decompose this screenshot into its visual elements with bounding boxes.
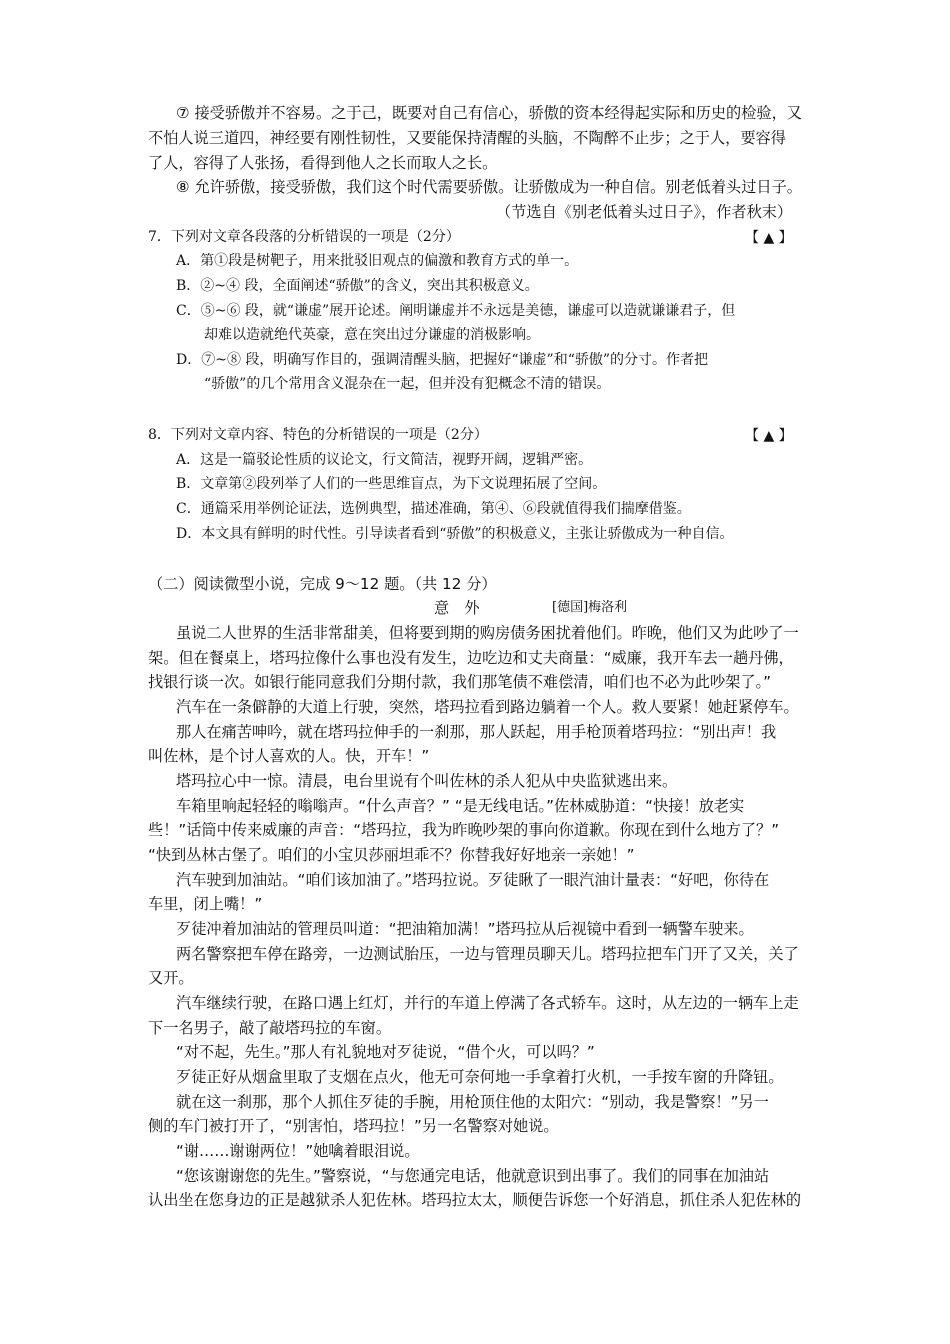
- story-line: 那人在痛苦呻吟，就在塔玛拉伸手的一刹那，那人跃起，用手枪顶着塔玛拉：“别出声！我: [176, 723, 777, 741]
- q7-option-b: B．②~④ 段，全面阐述“骄傲”的含义，突出其积极意义。: [176, 278, 539, 294]
- story-line: 虽说二人世界的生活非常甜美，但将要到期的购房债务困扰着他们。昨晚，他们又为此吵了一: [176, 624, 799, 642]
- section-2-heading: （二）阅读微型小说，完成 9～12 题。（共 12 分）: [148, 575, 497, 593]
- story-line: 歹徒正好从烟盒里取了支烟在点火，他无可奈何地一手拿着打火机，一手按车窗的升降钮。: [176, 1068, 784, 1086]
- story-title: 意 外: [434, 599, 480, 617]
- story-line: 叫佐林，是个讨人喜欢的人。快，开车！”: [148, 747, 430, 765]
- q7-option-c-line-1: C．⑤~⑥ 段，就“谦虚”展开论述。阐明谦虚并不永远是美德，谦虚可以造就谦谦君子，但: [176, 303, 736, 319]
- story-line: 歹徒冲着加油站的管理员叫道：“把油箱加满！”塔玛拉从后视镜中看到一辆警车驶来。: [176, 920, 754, 938]
- story-line: 下一名男子，敲了敲塔玛拉的车窗。: [148, 1019, 391, 1037]
- story-line: 车里，闭上嘴！”: [148, 895, 263, 913]
- story-line: 认出坐在您身边的正是越狱杀人犯佐林。塔玛拉太太，顺便告诉您一个好消息，抓住杀人犯佐林的: [148, 1191, 802, 1209]
- q7-option-d-line-1: D．⑦~⑧ 段，明确写作目的，强调清醒头脑，把握好“谦虚”和“骄傲”的分寸。作者把: [176, 352, 709, 368]
- story-line: “谢……谢谢两位！”她噙着眼泪说。: [176, 1142, 420, 1160]
- story-line: 汽车继续行驶，在路口遇上红灯，并行的车道上停满了各式轿车。这时，从左边的一辆车上走: [176, 994, 799, 1012]
- paragraph-8: ⑧ 允许骄傲，接受骄傲，我们这个时代需要骄傲。让骄傲成为一种自信。别老低着头过日子。: [176, 178, 802, 196]
- story-line: “您该谢谢您的先生。”警察说，“与您通完电话，他就意识到出事了。我们的同事在加油站: [176, 1167, 770, 1185]
- q8-stem: 8．下列对文章内容、特色的分析错误的一项是（2分）: [148, 427, 488, 443]
- paragraph-7-line-1: ⑦ 接受骄傲并不容易。之于己，既要对自己有信心，骄傲的资本经得起实际和历史的检验，又: [176, 104, 802, 122]
- story-line: 车箱里响起轻轻的嗡嗡声。“什么声音？” “是无线电话。”佐林威胁道：“快接！放老实: [176, 797, 745, 815]
- story-line: 就在这一刹那，那个人抓住歹徒的手腕，用枪顶住他的太阳穴：“别动，我是警察！”另一: [176, 1093, 769, 1111]
- q8-option-b: B．文章第②段列举了人们的一些思维盲点，为下文说理拓展了空间。: [176, 476, 607, 492]
- story-line: 架。但在餐桌上，塔玛拉像什么事也没有发生，边吃边和丈夫商量：“威廉，我开车去一趟丹佛，: [148, 649, 794, 667]
- story-line: 侧的车门被打开了，“别害怕，塔玛拉！”另一名警察对她说。: [148, 1117, 559, 1135]
- story-line: 两名警察把车停在路旁，一边测试胎压，一边与管理员聊天儿。塔玛拉把车门开了又关，关了: [176, 945, 799, 963]
- story-line: 又开。: [148, 969, 194, 987]
- q8-option-c: C．通篇采用举例论证法，选例典型，描述准确，第④、⑥段就值得我们揣摩借鉴。: [176, 501, 691, 517]
- q8-option-d: D．本文具有鲜明的时代性。引导读者看到“骄傲”的积极意义，主张让骄傲成为一种自信。: [176, 526, 734, 542]
- story-line: “快到丛林古堡了。咱们的小宝贝莎丽坦乖不？你替我好好地亲一亲她！”: [148, 846, 635, 864]
- q8-option-a: A．这是一篇驳论性质的议论文，行文简洁，视野开阔，逻辑严密。: [176, 452, 593, 468]
- q7-option-d-line-2: “骄傲”的几个常用含义混杂在一起，但并没有犯概念不清的错误。: [204, 376, 611, 392]
- q7-stem: 7．下列对文章各段落的分析错误的一项是（2分）: [148, 229, 460, 245]
- paragraph-7-line-2: 不怕人说三道四，神经要有刚性韧性，又要能保持清醒的头脑，不陶醉不止步；之于人，要容得: [148, 129, 786, 147]
- q7-option-a: A．第①段是树靶子，用来批驳旧观点的偏激和教育方式的单一。: [176, 253, 579, 269]
- story-line: 塔玛拉心中一惊。清晨，电台里说有个叫佐林的杀人犯从中央监狱逃出来。: [176, 772, 678, 790]
- source-note: （节选自《别老低着头过日子》，作者秋末）: [496, 203, 793, 221]
- story-line: 汽车驶到加油站。“咱们该加油了。”塔玛拉说。歹徒瞅了一眼汽油计量表：“好吧，你待在: [176, 871, 770, 889]
- q8-answer-mark: 【 ▲ 】: [745, 428, 793, 444]
- q7-option-c-line-2: 却难以造就绝代英豪，意在突出过分谦虚的消极影响。: [204, 327, 540, 343]
- story-line: 些！”话筒中传来威廉的声音：“塔玛拉，我为昨晚吵架的事向你道歉。你现在到什么地方了？”: [148, 821, 780, 839]
- story-line: 汽车在一条僻静的大道上行驶，突然，塔玛拉看到路边躺着一个人。救人要紧！她赶紧停车。: [176, 698, 799, 716]
- paragraph-7-line-3: 了人，容得了人张扬，看得到他人之长而取人之长。: [148, 154, 498, 172]
- story-author: [德国]梅洛利: [552, 600, 628, 615]
- q7-answer-mark: 【 ▲ 】: [745, 230, 793, 246]
- story-line: “对不起，先生。”那人有礼貌地对歹徒说，“借个火，可以吗？”: [176, 1043, 595, 1061]
- story-line: 找银行谈一次。如银行能同意我们分期付款，我们那笔债不难偿清，咱们也不必为此吵架了。”: [148, 673, 771, 691]
